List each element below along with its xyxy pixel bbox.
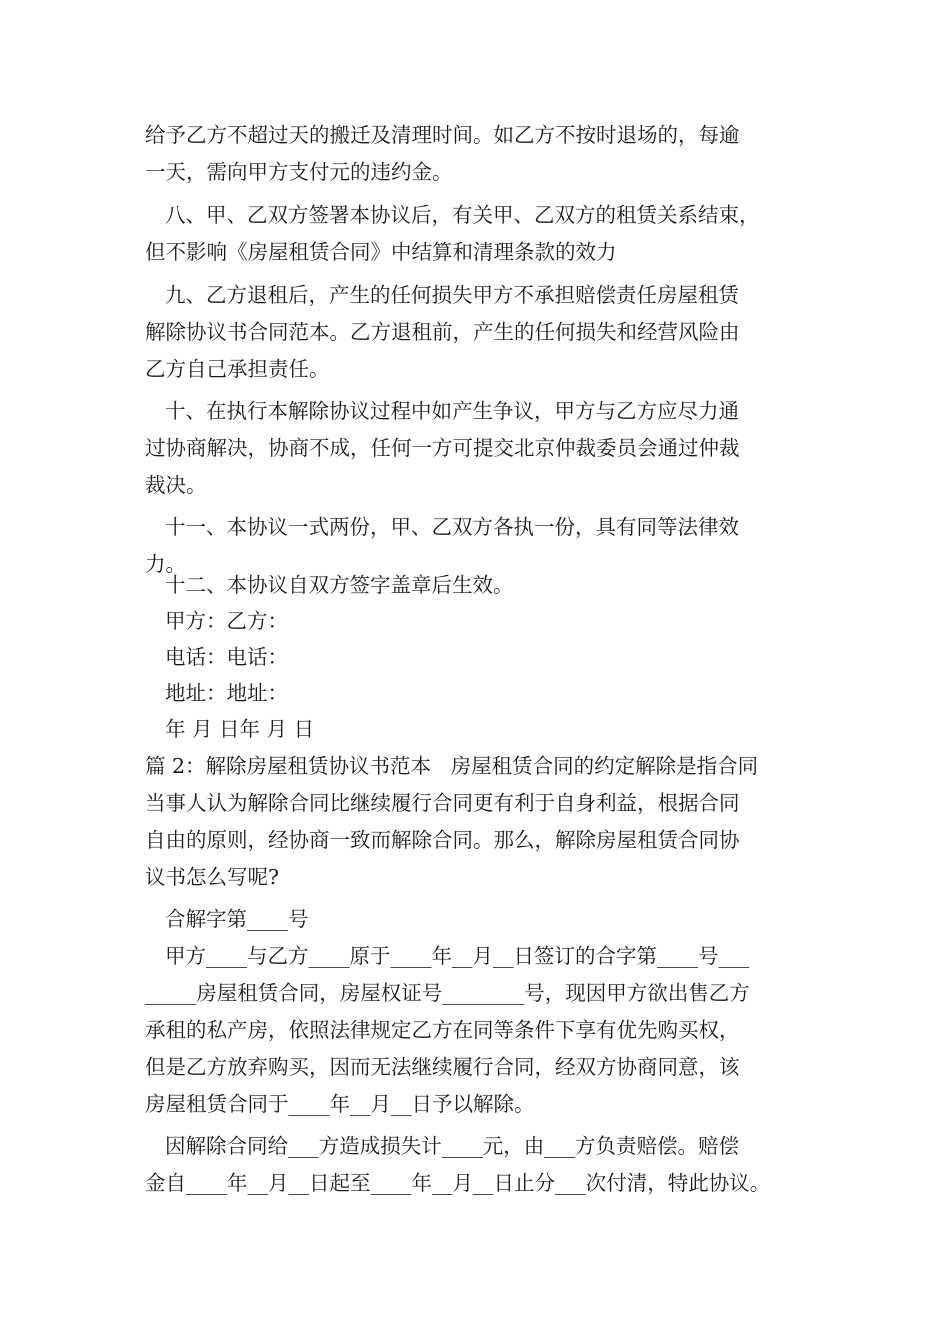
document-line: 但是乙方放弃购买，因而无法继续履行合同，经双方协商同意，该 [145,1055,740,1079]
document-line: 给予乙方不超过天的搬迁及清理时间。如乙方不按时退场的，每逾 [145,123,740,147]
document-line: 乙方自己承担责任。 [145,357,330,381]
document-line: 地址：地址： [165,681,288,705]
document-line: 一天，需向甲方支付元的违约金。 [145,160,453,184]
document-line: 合解字第____号 [165,907,309,931]
document-line: 十一、本协议一式两份，甲、乙双方各执一份，具有同等法律效 [165,515,739,539]
document-line: 但不影响《房屋租赁合同》中结算和清理条款的效力 [145,240,617,264]
document-line: 裁决。 [145,473,207,497]
document-line: 议书怎么写呢? [145,865,279,889]
document-line: 因解除合同给___方造成损失计____元，由___方负责赔偿。赔偿 [165,1134,739,1158]
document-line: 解除协议书合同范本。乙方退租前，产生的任何损失和经营风险由 [145,320,740,344]
document-line: 当事人认为解除合同比继续履行合同更有利于自身利益，根据合同 [145,791,740,815]
document-line: 房屋租赁合同于____年__月__日予以解除。 [145,1092,535,1116]
document-line: 年 月 日年 月 日 [165,717,315,741]
document-line: 电话：电话： [165,645,288,669]
document-line: 金自____年__月__日起至____年__月__日止分___次付清，特此协议。 [145,1171,771,1195]
document-line: 承租的私产房，依照法律规定乙方在同等条件下享有优先购买权， [145,1018,740,1042]
document-line: 自由的原则，经协商一致而解除合同。那么，解除房屋租赁合同协 [145,828,740,852]
document-line: 十、在执行本解除协议过程中如产生争议，甲方与乙方应尽力通 [165,399,739,423]
document-line: 篇 2：解除房屋租赁协议书范本 房屋租赁合同的约定解除是指合同 [145,754,759,778]
document-line: _____房屋租赁合同，房屋权证号________号，现因甲方欲出售乙方 [145,981,750,1005]
document-line: 过协商解决，协商不成，任何一方可提交北京仲裁委员会通过仲裁 [145,436,740,460]
document-line: 八、甲、乙双方签署本协议后，有关甲、乙双方的租赁关系结束， [165,203,760,227]
document-line: 甲方：乙方： [165,609,288,633]
document-line: 力。 [145,552,186,576]
document-line: 十二、本协议自双方签字盖章后生效。 [165,573,514,597]
document-line: 九、乙方退租后，产生的任何损失甲方不承担赔偿责任房屋租赁 [165,283,739,307]
document-line: 甲方____与乙方____原于____年__月__日签订的合字第____号___ [165,944,750,968]
